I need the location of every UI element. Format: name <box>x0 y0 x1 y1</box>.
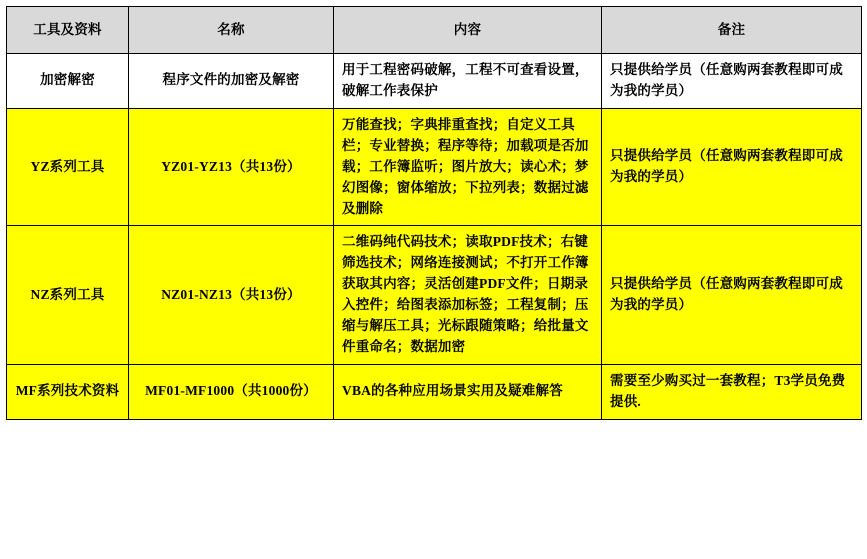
table-header-row <box>7 7 862 54</box>
cell-name: 程序文件的加密及解密 <box>129 54 334 109</box>
column-header-category: 工具及资料 <box>7 7 129 54</box>
cell-remark: 只提供给学员（任意购两套教程即可成为我的学员） <box>602 226 862 365</box>
cell-category: MF系列技术资料 <box>7 364 129 419</box>
cell-remark: 只提供给学员（任意购两套教程即可成为我的学员） <box>602 54 862 109</box>
table-row <box>7 54 862 109</box>
table-row <box>7 364 862 419</box>
column-header-name: 名称 <box>129 7 334 54</box>
table-row <box>7 108 862 226</box>
cell-name: YZ01-YZ13（共13份） <box>129 108 334 226</box>
cell-name: MF01-MF1000（共1000份） <box>129 364 334 419</box>
cell-remark: 只提供给学员（任意购两套教程即可成为我的学员） <box>602 108 862 226</box>
cell-content: 二维码纯代码技术；读取PDF技术；右键筛选技术；网络连接测试；不打开工作簿获取其内容；灵活创建PDF文件；日期录入控件；给图表添加标签；工程复制；压缩与解压工具；光标跟随策略；给批量文件重命名；数据加密 <box>334 226 602 365</box>
column-header-content: 内容 <box>334 7 602 54</box>
cell-content: VBA的各种应用场景实用及疑难解答 <box>334 364 602 419</box>
cell-category: 加密解密 <box>7 54 129 109</box>
cell-name: NZ01-NZ13（共13份） <box>129 226 334 365</box>
cell-content: 用于工程密码破解，工程不可查看设置，破解工作表保护 <box>334 54 602 109</box>
table-row <box>7 226 862 365</box>
cell-remark: 需要至少购买过一套教程；T3学员免费提供. <box>602 364 862 419</box>
column-header-remark: 备注 <box>602 7 862 54</box>
tools-table <box>6 6 862 420</box>
cell-category: NZ系列工具 <box>7 226 129 365</box>
cell-category: YZ系列工具 <box>7 108 129 226</box>
cell-content: 万能查找；字典排重查找；自定义工具栏；专业替换；程序等待；加载项是否加载；工作簿监听；图片放大；读心术；梦幻图像；窗体缩放；下拉列表；数据过滤及删除 <box>334 108 602 226</box>
